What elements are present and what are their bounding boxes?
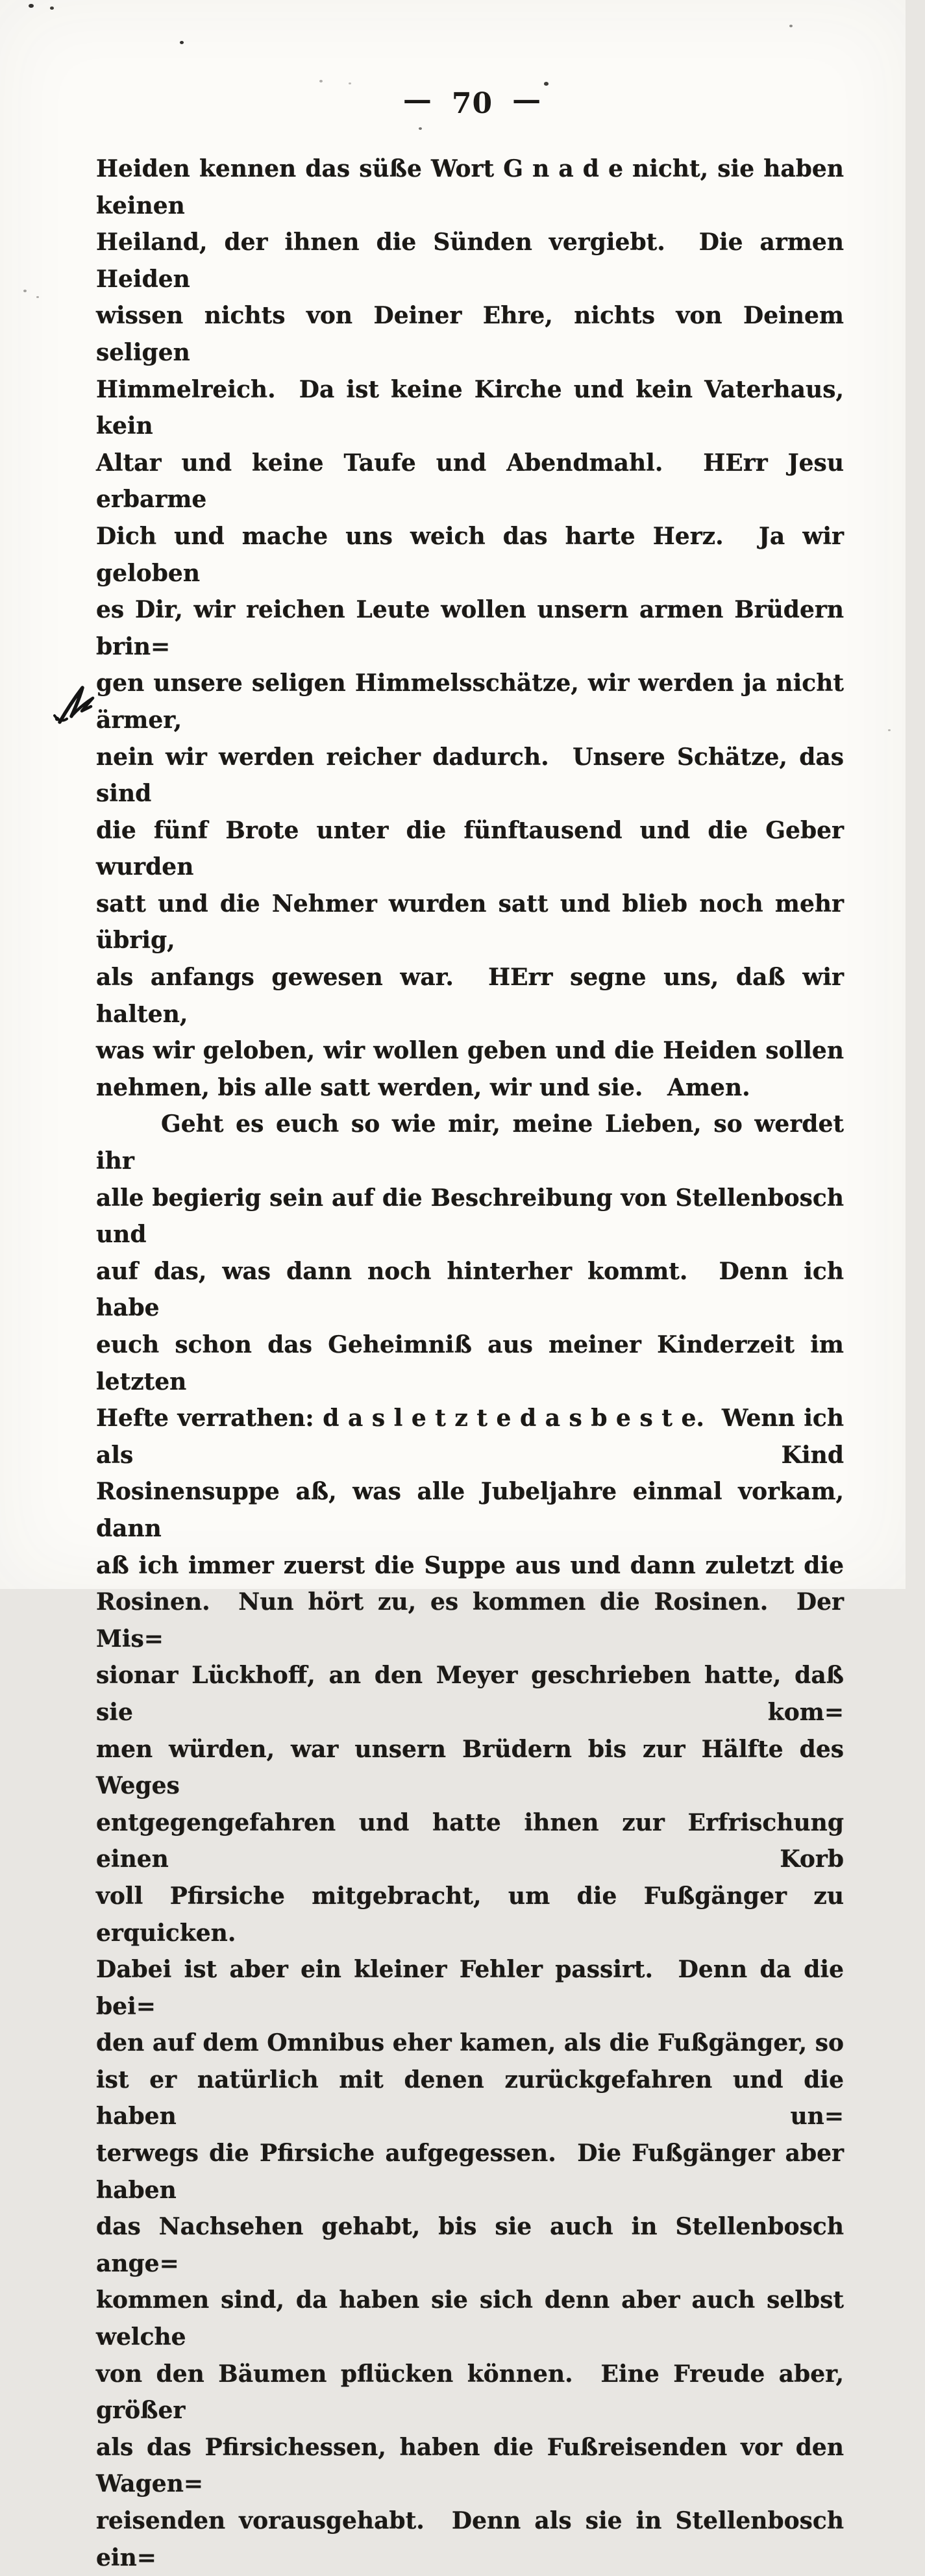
text-line: Rosinen. Nun hört zu, es kommen die Rosinen. Der Mis= xyxy=(96,1588,844,1653)
text-line: das Nachsehen gehabt, bis sie auch in Stellenbosch ange= xyxy=(96,2213,844,2277)
text-line: men würden, war unsern Brüdern bis zur Hälfte des Weges xyxy=(96,1735,844,1800)
text-line: den auf dem Omnibus eher kamen, als die Fußgänger, so xyxy=(96,2029,844,2057)
text-line: terwegs die Pfirsiche aufgegessen. Die Fußgänger aber haben xyxy=(96,2140,844,2204)
text-line: sionar Lückhoff, an den Meyer geschrieben hatte, daß sie kom= xyxy=(96,1662,844,1726)
scan-speck xyxy=(180,41,184,44)
text-line: alle begierig sein auf die Beschreibung von Stellenbosch und xyxy=(96,1184,844,1249)
page-header xyxy=(19,83,925,120)
text-line: nehmen, bis alle satt werden, wir und sie. Amen. xyxy=(96,1073,750,1101)
scan-speck xyxy=(419,127,422,130)
scan-speck xyxy=(888,729,891,731)
scan-speck xyxy=(36,296,39,298)
header-dash-right: — xyxy=(512,83,542,116)
page-number: 70 xyxy=(451,87,493,120)
scan-speck xyxy=(319,80,323,82)
text-line: kommen sind, da haben sie sich denn aber auch selbst welche xyxy=(96,2286,844,2351)
text-line: voll Pfirsiche mitgebracht, um die Fußgänger zu erquicken. xyxy=(96,1882,844,1947)
pencil-annotation-icon xyxy=(52,682,106,730)
text-line: Heiden kennen das süße Wort G n a d e nicht, sie haben keinen xyxy=(96,155,844,219)
text-line: euch schon das Geheimniß aus meiner Kinderzeit im letzten xyxy=(96,1331,844,1395)
text-line: ist er natürlich mit denen zurückgefahren und die haben un= xyxy=(96,2066,844,2131)
scan-speck xyxy=(23,290,27,292)
text-line: gen unsere seligen Himmelsschätze, wir werden ja nicht ärmer, xyxy=(96,669,844,734)
text-line: die fünf Brote unter die fünftausend und die Geber wurden xyxy=(96,816,844,881)
header-dash-left: — xyxy=(402,83,432,116)
text-line: auf das, was dann noch hinterher kommt. Denn ich habe xyxy=(96,1257,844,1322)
text-line: Hefte verrathen: d a s l e t z t e d a s b e s t e. Wenn ich als Kind xyxy=(96,1405,844,1469)
scan-speck xyxy=(50,6,54,10)
text-line: entgegengefahren und hatte ihnen zur Erfrischung einen Korb xyxy=(96,1808,844,1873)
text-line: von den Bäumen pflücken können. Eine Freude aber, größer xyxy=(96,2360,844,2425)
text-line: wissen nichts von Deiner Ehre, nichts von Deinem seligen xyxy=(96,302,844,366)
text-line: als anfangs gewesen war. HErr segne uns, daß wir halten, xyxy=(96,964,844,1028)
text-line: aß ich immer zuerst die Suppe aus und dann zuletzt die xyxy=(96,1551,844,1579)
scan-speck xyxy=(29,4,34,8)
text-line: reisenden vorausgehabt. Denn als sie in Stellenbosch ein= xyxy=(96,2507,844,2571)
text-line: Himmelreich. Da ist keine Kirche und kein Vaterhaus, kein xyxy=(96,375,844,440)
text-line: Rosinensuppe aß, was alle Jubeljahre einmal vorkam, dann xyxy=(96,1478,844,1542)
body-text-block xyxy=(96,151,844,2576)
text-line: Dabei ist aber ein kleiner Fehler passirt. Denn da die bei= xyxy=(96,1956,844,2020)
scan-speck xyxy=(789,25,793,27)
scan-speck xyxy=(544,82,549,86)
text-line: was wir geloben, wir wollen geben und die Heiden sollen xyxy=(96,1037,844,1065)
text-line: Heiland, der ihnen die Sünden vergiebt. Die armen Heiden xyxy=(96,229,844,293)
text-line: Altar und keine Taufe und Abendmahl. HErr Jesu erbarme xyxy=(96,449,844,514)
text-line: es Dir, wir reichen Leute wollen unsern armen Brüdern brin= xyxy=(96,596,844,660)
text-line: satt und die Nehmer wurden satt und blieb noch mehr übrig, xyxy=(96,890,844,955)
text-line: nein wir werden reicher dadurch. Unsere Schätze, das sind xyxy=(96,743,844,808)
scan-speck xyxy=(349,82,351,84)
text-line: als das Pfirsichessen, haben die Fußreisenden vor den Wagen= xyxy=(96,2433,844,2498)
text-line: Dich und mache uns weich das harte Herz. Ja wir geloben xyxy=(96,522,844,587)
text-line: Geht es euch so wie mir, meine Lieben, so werdet ihr xyxy=(96,1110,844,1175)
